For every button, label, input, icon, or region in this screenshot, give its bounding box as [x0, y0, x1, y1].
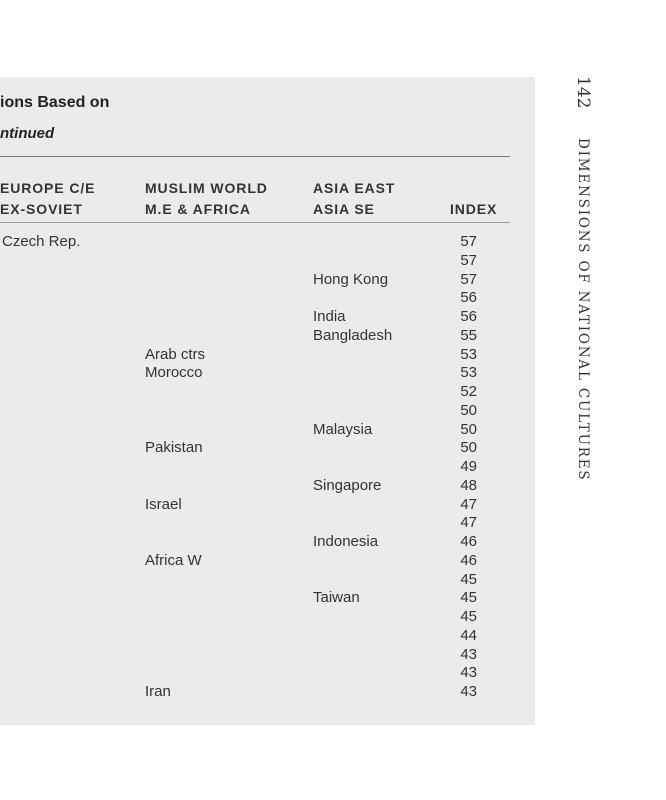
cell-muslim: Pakistan: [145, 439, 203, 457]
cell-muslim: Israel: [145, 495, 182, 513]
cell-asia: Bangladesh: [313, 326, 393, 344]
cell-index: 46: [460, 533, 477, 550]
header-rule: [0, 222, 510, 223]
cell-index: 55: [460, 326, 477, 344]
header-europe-line2: EX-SOVIET: [0, 201, 83, 217]
cell-asia: Singapore: [313, 476, 382, 494]
table-subtitle: ntinued: [0, 125, 55, 142]
cell-index: 57: [460, 270, 477, 288]
page-number: 142: [573, 76, 593, 109]
cell-index: 53: [460, 345, 477, 363]
cell-europe: Czech Rep.: [2, 233, 81, 250]
cell-index: 45: [460, 589, 477, 607]
cell-index: 50: [460, 439, 477, 457]
cell-asia: Taiwan: [313, 589, 360, 607]
cell-index: 50: [460, 401, 477, 419]
header-asia-line2: ASIA SE: [313, 201, 375, 217]
cell-muslim: Arab ctrs: [145, 345, 206, 363]
cell-index: 44: [460, 626, 477, 644]
cell-index: 43: [460, 683, 477, 700]
cell-index: 43: [460, 664, 477, 682]
cell-index: 53: [460, 364, 477, 382]
cell-index: 57: [460, 251, 477, 269]
cell-index: 49: [460, 458, 477, 475]
cell-asia: Indonesia: [313, 533, 379, 550]
cell-muslim: Morocco: [145, 364, 203, 382]
header-europe-line1: EUROPE C/E: [0, 180, 96, 196]
cell-muslim: Africa W: [145, 551, 202, 569]
cell-asia: Hong Kong: [313, 270, 389, 288]
cell-index: 48: [460, 476, 477, 494]
top-rule: [0, 156, 510, 157]
cell-index: 47: [460, 514, 477, 532]
cell-muslim: Iran: [145, 683, 171, 700]
cell-index: 57: [460, 233, 477, 250]
cell-index: 43: [460, 645, 477, 663]
cell-asia: Malaysia: [313, 420, 373, 438]
cell-index: 45: [460, 608, 477, 625]
cell-index: 56: [460, 289, 477, 307]
cell-index: 47: [460, 495, 477, 513]
header-muslim-line1: MUSLIM WORLD: [145, 180, 268, 196]
table-title: ions Based on: [0, 94, 110, 111]
cell-asia: India: [313, 308, 346, 325]
header-muslim-line2: M.E & AFRICA: [145, 201, 251, 217]
cell-index: 56: [460, 308, 477, 325]
cell-index: 52: [460, 383, 477, 400]
cell-index: 46: [460, 551, 477, 569]
header-asia-line1: ASIA EAST: [313, 180, 396, 196]
running-head: DIMENSIONS OF NATIONAL CULTURES: [575, 138, 591, 482]
header-index: INDEX: [450, 201, 498, 217]
cell-index: 45: [460, 570, 477, 588]
cell-index: 50: [460, 420, 477, 438]
